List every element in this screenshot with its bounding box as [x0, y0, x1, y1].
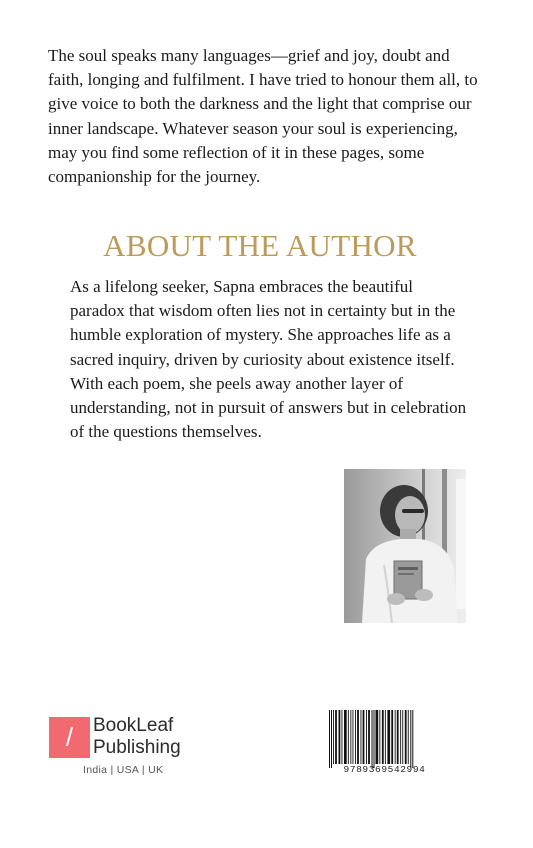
barcode-bar	[366, 710, 367, 764]
barcode-bar	[408, 710, 409, 764]
barcode-bar	[395, 710, 396, 764]
barcode-bar	[391, 710, 393, 764]
barcode-bar	[376, 710, 379, 764]
barcode-bar	[342, 710, 343, 764]
isbn-number: 9789369542994	[343, 764, 426, 775]
publisher-logo	[49, 715, 199, 775]
publisher-logo-mark: /	[49, 717, 90, 758]
author-bio: As a lifelong seeker, Sapna embraces the beautiful paradox that wisdom often lies not in certainty but in the humble exploration of mystery. She approaches life as a sacred inquiry, driven by curiosity about existence itself. With each poem, she peels away another layer of understanding, not in pursuit of answers but in celebration of the questions themselves.	[70, 277, 467, 442]
publisher-name-line1: BookLeaf	[93, 715, 174, 736]
barcode-bar	[363, 710, 365, 764]
author-photo-illustration	[344, 469, 466, 623]
publisher-name	[93, 715, 181, 759]
barcode-bar	[385, 710, 386, 764]
barcode-bar	[410, 710, 411, 768]
about-author-heading: ABOUT THE AUTHOR	[103, 228, 417, 263]
barcode-bar	[372, 710, 373, 768]
barcode-bar	[357, 710, 359, 764]
barcode-bar	[331, 710, 332, 768]
barcode-bar	[412, 710, 413, 768]
barcode-bar	[387, 710, 390, 764]
barcode-bar	[361, 710, 362, 764]
barcode-bar	[382, 710, 384, 764]
barcode-bar	[379, 710, 380, 764]
barcode-bar	[397, 710, 399, 764]
author-photo	[344, 469, 466, 623]
barcode-bar	[374, 710, 375, 768]
barcode-bar	[400, 710, 401, 764]
barcode-bar	[333, 710, 334, 764]
barcode-bar	[339, 710, 341, 764]
publisher-regions: India | USA | UK	[83, 764, 164, 776]
intro-paragraph: The soul speaks many languages—grief and joy, doubt and faith, longing and fulfilment. I have tried to honour them all, to give voice to both the darkness and the light that comprise our inner landscape. Whatever season your soul is experiencing, may you find some reflection of it in these pages, some companionship for the journey.	[48, 46, 478, 187]
barcode-bar	[350, 710, 351, 764]
barcode-bar	[402, 710, 403, 764]
barcode-bar	[353, 710, 354, 764]
barcode-bar	[344, 710, 347, 764]
barcode-bar	[329, 710, 330, 768]
barcode-bar	[405, 710, 407, 764]
barcode-bar	[355, 710, 356, 764]
publisher-name-line2: Publishing	[93, 737, 181, 758]
barcode-bar	[368, 710, 370, 764]
barcode-bar	[335, 710, 337, 764]
barcode-bar	[348, 710, 349, 764]
